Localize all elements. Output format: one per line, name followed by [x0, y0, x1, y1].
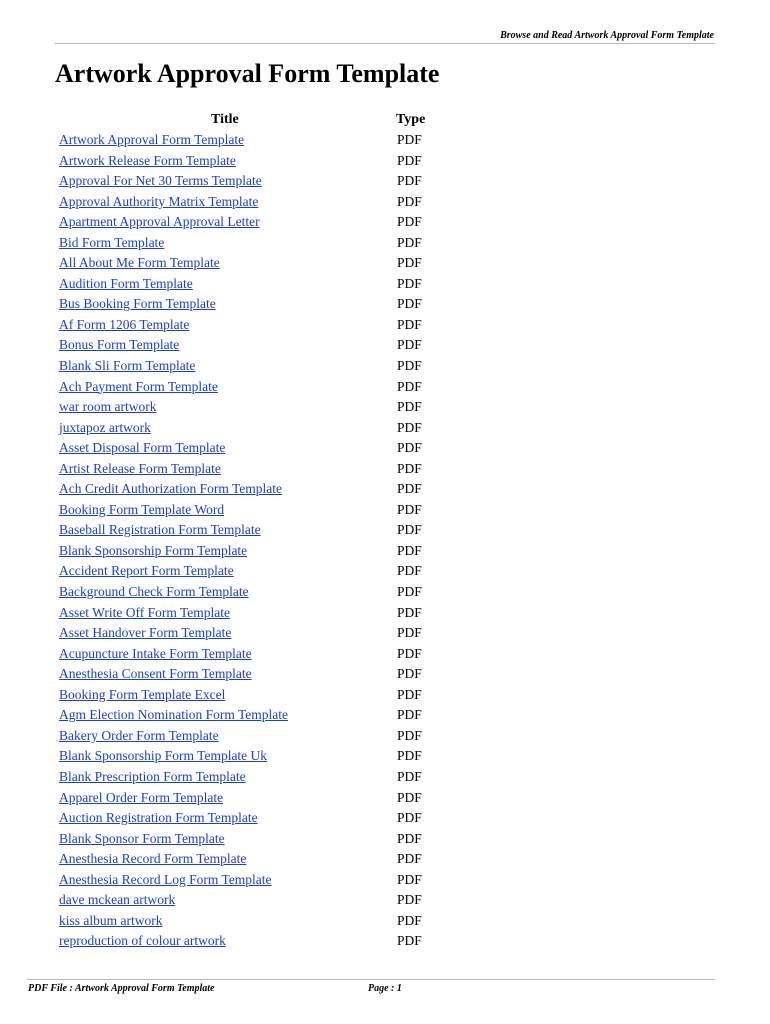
document-link[interactable]: dave mckean artwork	[59, 892, 176, 908]
document-link[interactable]: Blank Sponsor Form Template	[59, 830, 225, 846]
table-row	[0, 500, 770, 521]
table-row	[0, 746, 770, 767]
file-type-label: PDF	[397, 358, 422, 374]
document-link[interactable]: Anesthesia Record Log Form Template	[59, 871, 272, 887]
table-row	[0, 603, 770, 624]
document-link[interactable]: juxtapoz artwork	[59, 419, 151, 435]
table-row	[0, 253, 770, 274]
table-row	[0, 705, 770, 726]
table-row	[0, 890, 770, 911]
document-link[interactable]: Acupuncture Intake Form Template	[59, 645, 252, 661]
file-type-label: PDF	[397, 522, 422, 538]
table-row	[0, 479, 770, 500]
file-type-label: PDF	[397, 645, 422, 661]
table-row	[0, 315, 770, 336]
file-type-label: PDF	[397, 337, 422, 353]
footer-file-label: PDF File : Artwork Approval Form Template	[28, 983, 215, 994]
table-row	[0, 294, 770, 315]
document-link[interactable]: reproduction of colour artwork	[59, 933, 226, 949]
document-link[interactable]: Blank Sli Form Template	[59, 358, 196, 374]
document-list	[0, 130, 770, 952]
document-link[interactable]: Apparel Order Form Template	[59, 789, 224, 805]
file-type-label: PDF	[397, 316, 422, 332]
file-type-label: PDF	[397, 481, 422, 497]
table-row	[0, 829, 770, 850]
file-type-label: PDF	[397, 378, 422, 394]
file-type-label: PDF	[397, 686, 422, 702]
table-row	[0, 767, 770, 788]
table-row	[0, 664, 770, 685]
document-link[interactable]: Blank Prescription Form Template	[59, 768, 246, 784]
document-link[interactable]: Artwork Release Form Template	[59, 152, 236, 168]
table-row	[0, 520, 770, 541]
table-row	[0, 644, 770, 665]
table-row	[0, 931, 770, 952]
document-link[interactable]: Bonus Form Template	[59, 337, 180, 353]
document-link[interactable]: Agm Election Nomination Form Template	[59, 707, 289, 723]
document-link[interactable]: Anesthesia Record Form Template	[59, 851, 247, 867]
table-row	[0, 233, 770, 254]
file-type-label: PDF	[397, 173, 422, 189]
page-header-text: Browse and Read Artwork Approval Form Template	[500, 30, 714, 41]
table-row	[0, 274, 770, 295]
document-link[interactable]: All About Me Form Template	[59, 255, 220, 271]
table-row	[0, 726, 770, 747]
file-type-label: PDF	[397, 727, 422, 743]
document-link[interactable]: Af Form 1206 Template	[59, 316, 190, 332]
table-row	[0, 151, 770, 172]
document-link[interactable]: Bid Form Template	[59, 234, 165, 250]
table-row	[0, 335, 770, 356]
file-type-label: PDF	[397, 440, 422, 456]
table-row	[0, 418, 770, 439]
table-row	[0, 870, 770, 891]
document-link[interactable]: Bus Booking Form Template	[59, 296, 216, 312]
document-link[interactable]: Artist Release Form Template	[59, 460, 221, 476]
file-type-label: PDF	[397, 193, 422, 209]
table-row	[0, 541, 770, 562]
document-link[interactable]: Apartment Approval Approval Letter	[59, 214, 260, 230]
table-row	[0, 685, 770, 706]
document-link[interactable]: Baseball Registration Form Template	[59, 522, 261, 538]
file-type-label: PDF	[397, 871, 422, 887]
document-link[interactable]: Anesthesia Consent Form Template	[59, 666, 252, 682]
file-type-label: PDF	[397, 707, 422, 723]
file-type-label: PDF	[397, 132, 422, 147]
file-type-label: PDF	[397, 748, 422, 764]
file-type-label: PDF	[397, 563, 422, 579]
file-type-label: PDF	[397, 625, 422, 641]
file-type-label: PDF	[397, 789, 422, 805]
table-row	[0, 130, 770, 151]
file-type-label: PDF	[397, 666, 422, 682]
file-type-label: PDF	[397, 152, 422, 168]
table-row	[0, 459, 770, 480]
table-row	[0, 212, 770, 233]
document-link[interactable]: Blank Sponsorship Form Template Uk	[59, 748, 268, 764]
table-row	[0, 192, 770, 213]
document-link[interactable]: Accident Report Form Template	[59, 563, 234, 579]
table-row	[0, 356, 770, 377]
table-row	[0, 561, 770, 582]
file-type-label: PDF	[397, 768, 422, 784]
file-type-label: PDF	[397, 214, 422, 230]
table-row	[0, 849, 770, 870]
document-link[interactable]: Ach Credit Authorization Form Template	[59, 481, 283, 497]
document-link[interactable]: Asset Handover Form Template	[59, 625, 232, 641]
document-link[interactable]: war room artwork	[59, 399, 157, 415]
file-type-label: PDF	[397, 933, 422, 949]
file-type-label: PDF	[397, 419, 422, 435]
document-link[interactable]: Auction Registration Form Template	[59, 810, 258, 826]
header-divider	[55, 43, 715, 44]
document-link[interactable]: Booking Form Template Excel	[59, 686, 226, 702]
file-type-label: PDF	[397, 604, 422, 620]
file-type-label: PDF	[397, 542, 422, 558]
table-row	[0, 808, 770, 829]
table-row	[0, 438, 770, 459]
title-column-header: Title	[211, 112, 239, 127]
document-link[interactable]: Asset Write Off Form Template	[59, 604, 230, 620]
table-row	[0, 377, 770, 398]
document-link[interactable]: Approval For Net 30 Terms Template	[59, 173, 262, 189]
table-row	[0, 623, 770, 644]
document-title: Artwork Approval Form Template	[55, 59, 440, 88]
table-row	[0, 582, 770, 603]
document-link[interactable]: Blank Sponsorship Form Template	[59, 542, 248, 558]
file-type-label: PDF	[397, 460, 422, 476]
document-link[interactable]: Approval Authority Matrix Template	[59, 193, 259, 209]
footer-page-number: Page : 1	[368, 983, 402, 994]
table-row	[0, 911, 770, 932]
file-type-label: PDF	[397, 296, 422, 312]
file-type-label: PDF	[397, 234, 422, 250]
document-link[interactable]: Bakery Order Form Template	[59, 727, 219, 743]
document-link[interactable]: Booking Form Template Word	[59, 501, 225, 517]
file-type-label: PDF	[397, 810, 422, 826]
file-type-label: PDF	[397, 851, 422, 867]
table-row	[0, 788, 770, 809]
file-type-label: PDF	[397, 399, 422, 415]
type-column-header: Type	[396, 112, 426, 127]
document-link[interactable]: Ach Payment Form Template	[59, 378, 218, 394]
file-type-label: PDF	[397, 892, 422, 908]
file-type-label: PDF	[397, 255, 422, 271]
document-link[interactable]: Asset Disposal Form Template	[59, 440, 226, 456]
file-type-label: PDF	[397, 501, 422, 517]
table-row	[0, 397, 770, 418]
document-link[interactable]: Background Check Form Template	[59, 584, 249, 600]
footer-divider	[27, 979, 715, 980]
table-row	[0, 171, 770, 192]
file-type-label: PDF	[397, 830, 422, 846]
document-link[interactable]: Audition Form Template	[59, 275, 193, 291]
document-link[interactable]: kiss album artwork	[59, 912, 163, 928]
table-header	[0, 110, 770, 130]
file-type-label: PDF	[397, 584, 422, 600]
file-type-label: PDF	[397, 912, 422, 928]
document-link[interactable]: Artwork Approval Form Template	[59, 132, 245, 147]
file-type-label: PDF	[397, 275, 422, 291]
